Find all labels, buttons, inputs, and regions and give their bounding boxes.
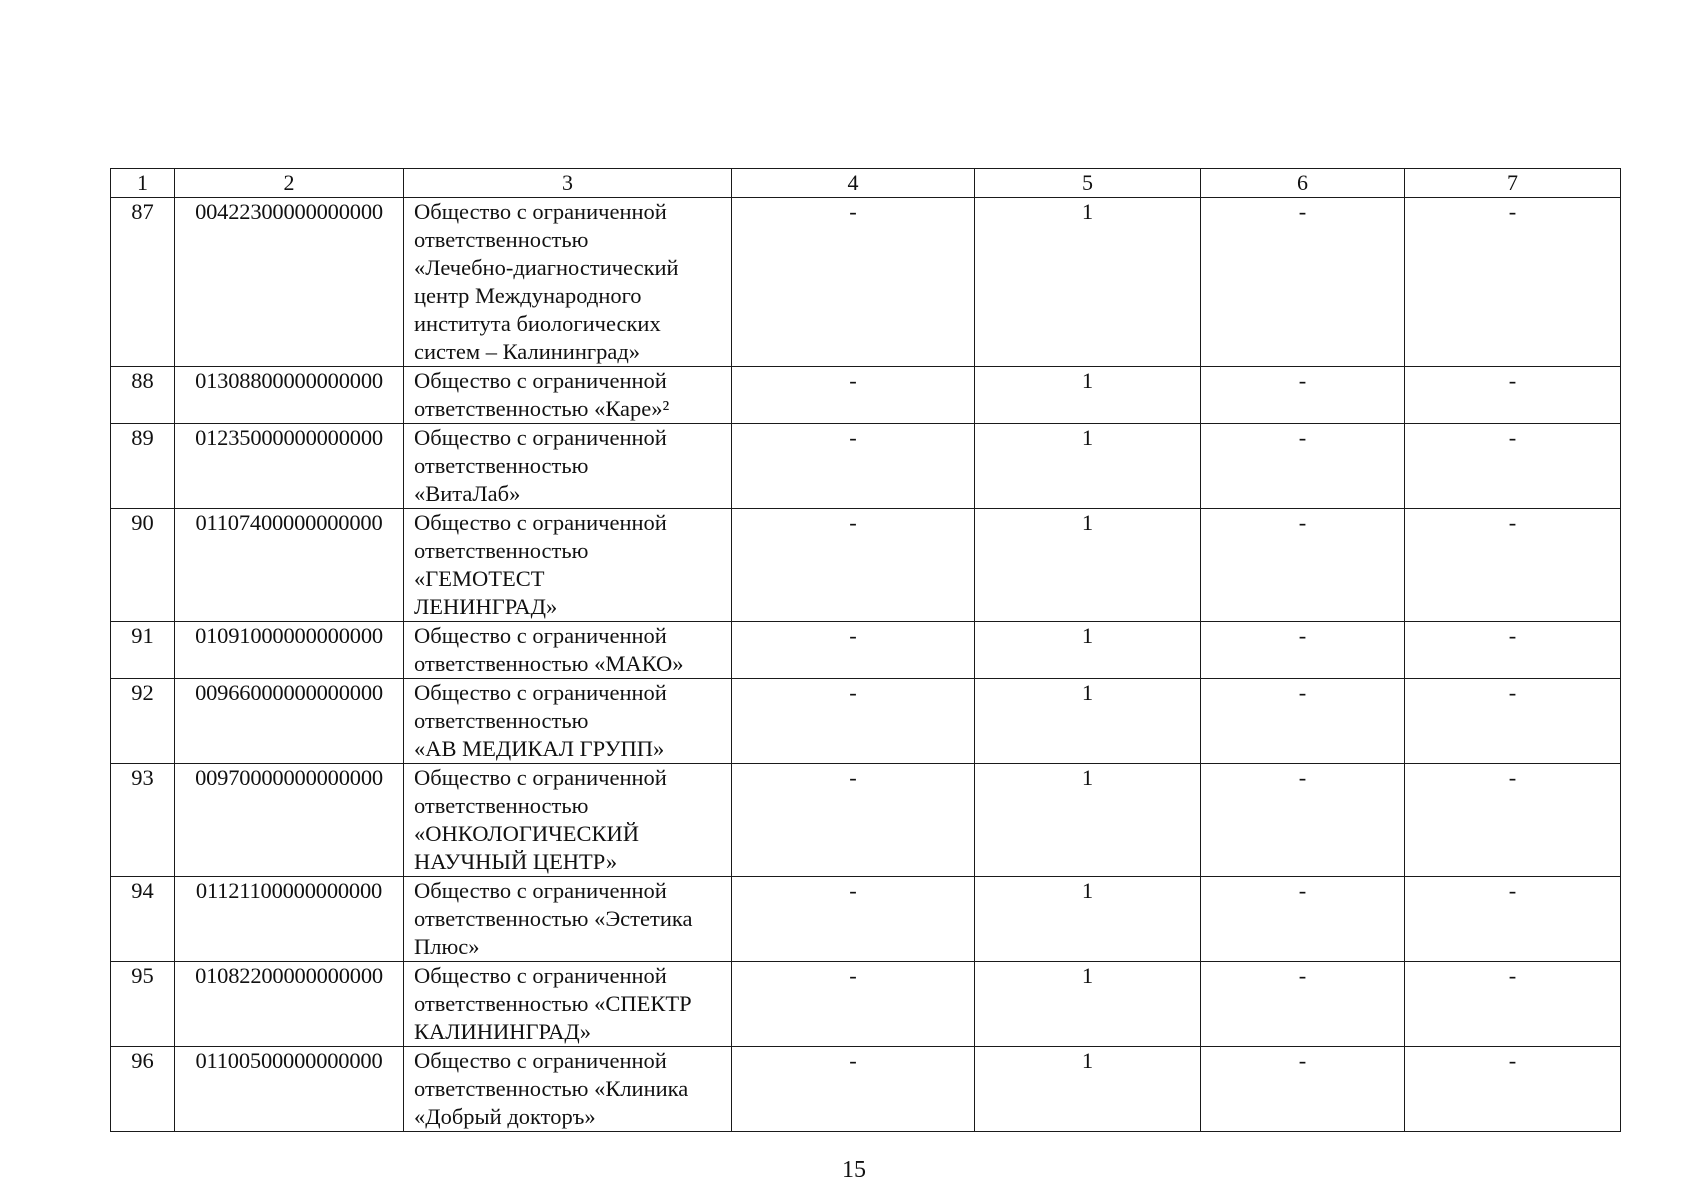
organization-name-line: института биологических — [414, 311, 661, 336]
value-col-6: - — [1201, 1047, 1405, 1132]
organization-name-line: Общество с ограниченной — [414, 963, 667, 988]
registry-table — [110, 168, 1621, 1132]
value-col-4: - — [732, 962, 975, 1047]
organization-code: 00970000000000000 — [175, 764, 404, 877]
organization-name-line: «Добрый докторъ» — [414, 1104, 596, 1129]
value-col-6: - — [1201, 622, 1405, 679]
value-col-7: - — [1405, 509, 1621, 622]
row-number: 93 — [111, 764, 175, 877]
value-col-5: 1 — [975, 1047, 1201, 1132]
organization-name-line: ответственностью — [414, 453, 589, 478]
organization-code: 01091000000000000 — [175, 622, 404, 679]
organization-name-line: ответственностью «Каре»² — [414, 396, 670, 421]
value-col-5: 1 — [975, 198, 1201, 367]
value-col-7: - — [1405, 424, 1621, 509]
organization-code: 01082200000000000 — [175, 962, 404, 1047]
value-col-6: - — [1201, 198, 1405, 367]
value-col-6: - — [1201, 877, 1405, 962]
page-number: 15 — [842, 1157, 866, 1183]
row-number: 96 — [111, 1047, 175, 1132]
value-col-4: - — [732, 764, 975, 877]
value-col-7: - — [1405, 367, 1621, 424]
column-header-4: 4 — [732, 169, 975, 198]
organization-name-line: центр Международного — [414, 283, 642, 308]
organization-code: 01107400000000000 — [175, 509, 404, 622]
value-col-6: - — [1201, 424, 1405, 509]
value-col-7: - — [1405, 679, 1621, 764]
organization-name-line: «ВитаЛаб» — [414, 481, 521, 506]
column-header-1: 1 — [111, 169, 175, 198]
value-col-7: - — [1405, 877, 1621, 962]
value-col-7: - — [1405, 764, 1621, 877]
organization-name — [404, 367, 732, 424]
row-number: 94 — [111, 877, 175, 962]
row-number: 92 — [111, 679, 175, 764]
organization-name-line: КАЛИНИНГРАД» — [414, 1019, 592, 1044]
organization-name-line: Плюс» — [414, 934, 480, 959]
organization-code: 01308800000000000 — [175, 367, 404, 424]
organization-name-line: ответственностью «Эстетика — [414, 906, 693, 931]
value-col-7: - — [1405, 1047, 1621, 1132]
row-number: 91 — [111, 622, 175, 679]
organization-name — [404, 1047, 732, 1132]
table-row — [111, 198, 1621, 367]
row-number: 87 — [111, 198, 175, 367]
organization-name-line: ответственностью — [414, 793, 589, 818]
organization-name — [404, 877, 732, 962]
value-col-4: - — [732, 679, 975, 764]
value-col-5: 1 — [975, 962, 1201, 1047]
organization-code: 01121100000000000 — [175, 877, 404, 962]
value-col-4: - — [732, 1047, 975, 1132]
organization-name — [404, 424, 732, 509]
value-col-4: - — [732, 367, 975, 424]
organization-name-line: «ГЕМОТЕСТ — [414, 566, 545, 591]
column-header-6: 6 — [1201, 169, 1405, 198]
organization-name-line: НАУЧНЫЙ ЦЕНТР» — [414, 849, 618, 874]
value-col-4: - — [732, 877, 975, 962]
organization-name-line: «АВ МЕДИКАЛ ГРУПП» — [414, 736, 665, 761]
value-col-6: - — [1201, 509, 1405, 622]
organization-name-line: «Лечебно-диагностический — [414, 255, 679, 280]
organization-code: 00966000000000000 — [175, 679, 404, 764]
value-col-5: 1 — [975, 764, 1201, 877]
value-col-5: 1 — [975, 367, 1201, 424]
table-row — [111, 424, 1621, 509]
table-row — [111, 962, 1621, 1047]
table-row — [111, 509, 1621, 622]
table-row — [111, 877, 1621, 962]
organization-name-line: «ОНКОЛОГИЧЕСКИЙ — [414, 821, 639, 846]
organization-name — [404, 962, 732, 1047]
organization-name-line: ответственностью «СПЕКТР — [414, 991, 692, 1016]
value-col-6: - — [1201, 962, 1405, 1047]
value-col-7: - — [1405, 198, 1621, 367]
value-col-4: - — [732, 198, 975, 367]
organization-name-line: Общество с ограниченной — [414, 878, 667, 903]
organization-name-line: ответственностью — [414, 227, 589, 252]
organization-name — [404, 764, 732, 877]
organization-name-line: систем – Калининград» — [414, 339, 641, 364]
value-col-5: 1 — [975, 679, 1201, 764]
value-col-5: 1 — [975, 877, 1201, 962]
organization-name-line: ответственностью — [414, 538, 589, 563]
value-col-5: 1 — [975, 424, 1201, 509]
table-row — [111, 679, 1621, 764]
organization-name-line: ответственностью «Клиника — [414, 1076, 689, 1101]
organization-name-line: Общество с ограниченной — [414, 199, 667, 224]
value-col-5: 1 — [975, 622, 1201, 679]
organization-name-line: Общество с ограниченной — [414, 623, 667, 648]
organization-name — [404, 679, 732, 764]
row-number: 90 — [111, 509, 175, 622]
row-number: 88 — [111, 367, 175, 424]
organization-name-line: Общество с ограниченной — [414, 1048, 667, 1073]
organization-name-line: Общество с ограниченной — [414, 368, 667, 393]
organization-name — [404, 198, 732, 367]
organization-code: 01100500000000000 — [175, 1047, 404, 1132]
organization-name-line: ответственностью — [414, 708, 589, 733]
organization-name — [404, 509, 732, 622]
table-row — [111, 622, 1621, 679]
value-col-7: - — [1405, 962, 1621, 1047]
value-col-6: - — [1201, 764, 1405, 877]
organization-name-line: Общество с ограниченной — [414, 510, 667, 535]
organization-name-line: ответственностью «МАКО» — [414, 651, 684, 676]
value-col-6: - — [1201, 367, 1405, 424]
value-col-4: - — [732, 622, 975, 679]
row-number: 89 — [111, 424, 175, 509]
table-row — [111, 764, 1621, 877]
table-row — [111, 1047, 1621, 1132]
column-header-3: 3 — [404, 169, 732, 198]
column-header-7: 7 — [1405, 169, 1621, 198]
organization-name-line: Общество с ограниченной — [414, 680, 667, 705]
table-row — [111, 367, 1621, 424]
organization-code: 00422300000000000 — [175, 198, 404, 367]
organization-name-line: Общество с ограниченной — [414, 425, 667, 450]
value-col-5: 1 — [975, 509, 1201, 622]
organization-code: 01235000000000000 — [175, 424, 404, 509]
table-header-row — [111, 169, 1621, 198]
value-col-4: - — [732, 509, 975, 622]
value-col-4: - — [732, 424, 975, 509]
column-header-5: 5 — [975, 169, 1201, 198]
organization-name-line: Общество с ограниченной — [414, 765, 667, 790]
row-number: 95 — [111, 962, 175, 1047]
column-header-2: 2 — [175, 169, 404, 198]
value-col-7: - — [1405, 622, 1621, 679]
organization-name-line: ЛЕНИНГРАД» — [414, 594, 558, 619]
table-body — [111, 169, 1621, 1132]
organization-name — [404, 622, 732, 679]
value-col-6: - — [1201, 679, 1405, 764]
